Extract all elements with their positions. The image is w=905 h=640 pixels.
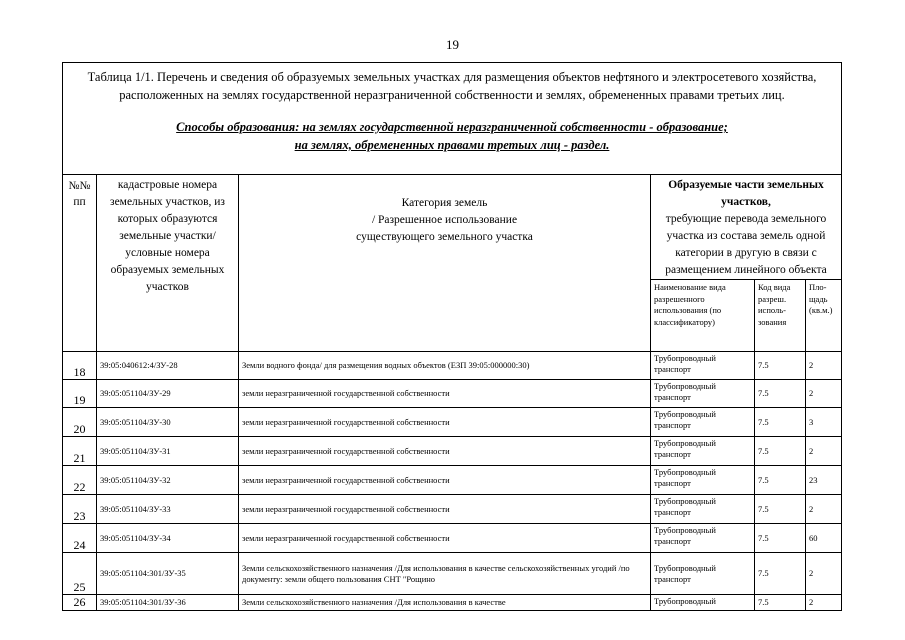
- row-code: 7.5: [755, 495, 806, 524]
- row-num: 24: [63, 524, 97, 553]
- row-type: Трубопроводный транспорт: [651, 466, 755, 495]
- row-cadastral: 39:05:051104/ЗУ-34: [97, 524, 239, 553]
- row-num: 20: [63, 408, 97, 437]
- row-type: Трубопроводный транспорт: [651, 553, 755, 595]
- row-type: Трубопроводный: [651, 595, 755, 611]
- header-parts: [651, 175, 842, 280]
- table-row: [63, 380, 842, 408]
- table-row: [63, 595, 842, 611]
- row-cadastral: 39:05:051104:301/ЗУ-36: [97, 595, 239, 611]
- subheader-code: Код вида разреш. исполь-зования: [755, 280, 806, 352]
- row-type: Трубопроводный транспорт: [651, 380, 755, 408]
- table-caption-cell: [63, 63, 842, 175]
- row-num: 21: [63, 437, 97, 466]
- row-area: 23: [806, 466, 842, 495]
- row-code: 7.5: [755, 380, 806, 408]
- table-caption-row: [63, 63, 842, 175]
- row-area: 2: [806, 380, 842, 408]
- formation-methods-line1: Способы образования: на землях государственной неразграниченной собственности - образование;: [176, 120, 728, 134]
- table-row: [63, 408, 842, 437]
- row-cadastral: 39:05:051104/ЗУ-33: [97, 495, 239, 524]
- row-area: 60: [806, 524, 842, 553]
- land-plots-table: [62, 62, 842, 611]
- row-area: 2: [806, 495, 842, 524]
- row-category: земли неразграниченной государственной собственности: [239, 408, 651, 437]
- table-caption: Таблица 1/1. Перечень и сведения об образуемых земельных участках для размещения объектов нефтяного и электросетевого хозяйства, расположенных на землях государственной неразграниченной собственности и землях, обремененных правами третьих лиц.: [87, 70, 817, 102]
- row-category: земли неразграниченной государственной собственности: [239, 495, 651, 524]
- header-num: №№ пп: [63, 175, 97, 352]
- header-parts-bold: Образуемые части земельных участков,: [668, 179, 824, 208]
- row-code: 7.5: [755, 352, 806, 380]
- row-area: 2: [806, 595, 842, 611]
- row-cadastral: 39:05:051104:301/ЗУ-35: [97, 553, 239, 595]
- row-code: 7.5: [755, 408, 806, 437]
- row-category: земли неразграниченной государственной собственности: [239, 380, 651, 408]
- header-category-line1: Категория земель: [401, 197, 488, 209]
- table-row: [63, 524, 842, 553]
- row-type: Трубопроводный транспорт: [651, 408, 755, 437]
- row-num: 23: [63, 495, 97, 524]
- row-code: 7.5: [755, 595, 806, 611]
- header-cadastral: кадастровые номера земельных участков, из которых образуются земельные участки/ условные номера образуемых земельных участков: [97, 175, 239, 352]
- table-row: [63, 437, 842, 466]
- table-row: [63, 466, 842, 495]
- header-category-line2: / Разрешенное использование: [371, 214, 518, 226]
- header-category-line3: существующего земельного участка: [356, 231, 533, 243]
- row-cadastral: 39:05:051104/ЗУ-31: [97, 437, 239, 466]
- table-row: [63, 553, 842, 595]
- row-type: Трубопроводный транспорт: [651, 352, 755, 380]
- table-row: [63, 352, 842, 380]
- row-type: Трубопроводный транспорт: [651, 437, 755, 466]
- row-num: 19: [63, 380, 97, 408]
- header-parts-rest: требующие перевода земельного участка из состава земель одной категории в другую в связи с размещением линейного объекта: [665, 213, 827, 276]
- page-number: 19: [446, 37, 459, 52]
- row-category: земли неразграниченной государственной собственности: [239, 524, 651, 553]
- row-area: 3: [806, 408, 842, 437]
- row-category: Земли водного фонда/ для размещения водных объектов (ЕЗП 39:05:000000:30): [239, 352, 651, 380]
- header-category: [239, 175, 651, 352]
- subheader-area: Пло-щадь (кв.м.): [806, 280, 842, 352]
- row-num: 25: [63, 553, 97, 595]
- row-num: 22: [63, 466, 97, 495]
- row-category: земли неразграниченной государственной собственности: [239, 466, 651, 495]
- row-num: 26: [63, 595, 97, 611]
- row-code: 7.5: [755, 437, 806, 466]
- row-type: Трубопроводный транспорт: [651, 524, 755, 553]
- table-row: [63, 495, 842, 524]
- row-code: 7.5: [755, 553, 806, 595]
- row-cadastral: 39:05:051104/ЗУ-29: [97, 380, 239, 408]
- row-cadastral: 39:05:051104/ЗУ-32: [97, 466, 239, 495]
- row-code: 7.5: [755, 466, 806, 495]
- subheader-type: Наименование вида разрешенного использования (по классификатору): [651, 280, 755, 352]
- row-code: 7.5: [755, 524, 806, 553]
- row-num: 18: [63, 352, 97, 380]
- row-category: Земли сельскохозяйственного назначения /Для использования в качестве: [239, 595, 651, 611]
- row-type: Трубопроводный транспорт: [651, 495, 755, 524]
- row-cadastral: 39:05:051104/ЗУ-30: [97, 408, 239, 437]
- formation-methods-line2: на землях, обремененных правами третьих лиц - раздел.: [294, 138, 610, 152]
- header-row: [63, 175, 842, 280]
- row-area: 2: [806, 352, 842, 380]
- row-category: земли неразграниченной государственной собственности: [239, 437, 651, 466]
- row-category: Земли сельскохозяйственного назначения /Для использования в качестве сельскохозяйственных угодий /по документу: земли общего пользования СНТ "Рощино: [239, 553, 651, 595]
- row-area: 2: [806, 437, 842, 466]
- row-area: 2: [806, 553, 842, 595]
- row-cadastral: 39:05:040612:4/ЗУ-28: [97, 352, 239, 380]
